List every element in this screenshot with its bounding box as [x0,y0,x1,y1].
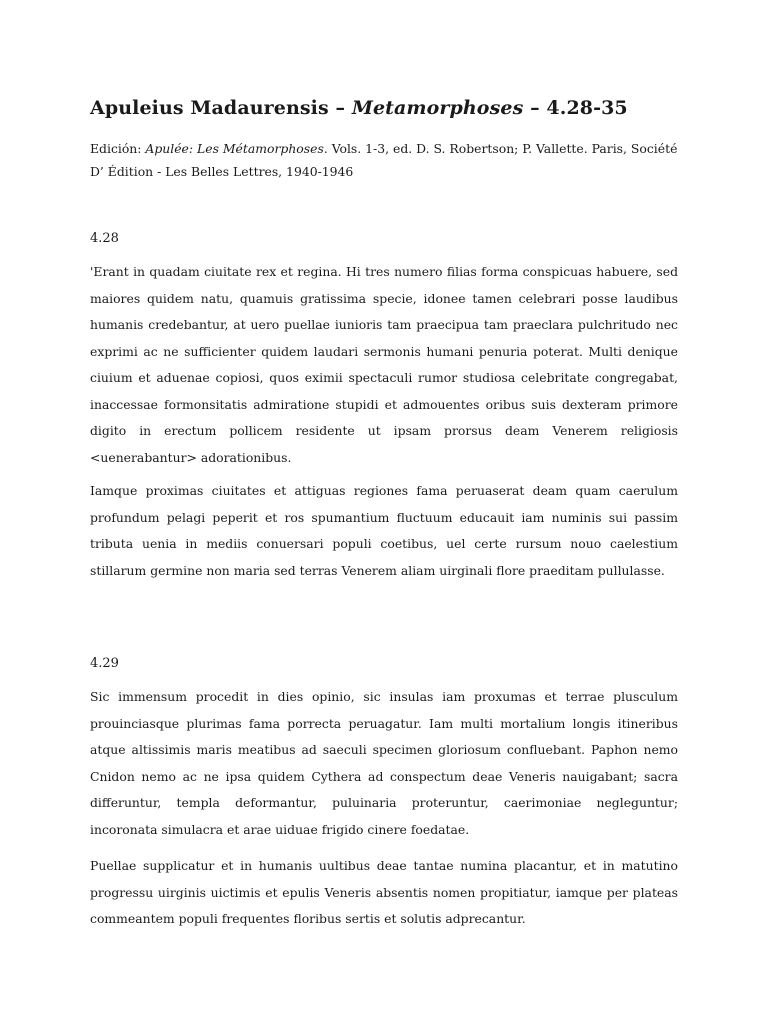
title-work: Metamorphoses [351,97,524,119]
edition-rest: . Vols. 1-3, ed. D. S. Robertson; P. Vallette. Paris, Société D’ Édition - Les Belles Lettres, 1940-1946 [90,141,678,179]
title-author: Apuleius Madaurensis [90,97,329,119]
edition-info [90,137,678,183]
title-dash-2: – [523,97,547,119]
section-number-4-28: 4.28 [90,231,119,246]
paragraph-4-28-1: 'Erant in quadam ciuitate rex et regina. Hi tres numero filias forma conspicuas habuere, sed maiores quidem natu, quamuis gratissima specie, idonee tamen celebrari posse laudibus humanis credebantur, at uero puellae iunioris tam praecipua tam praeclara pulchritudo nec exprimi ac ne sufficienter quidem laudari sermonis humani penuria poterat. Multi denique ciuium et aduenae copiosi, quos eximii spectaculi rumor studiosa celebritate congregabat, inaccessae formonsitatis admiratione stupidi et admouentes oribus suis dexteram primore digito in erectum pollicem residente ut ipsam prorsus deam Venerem religiosis <uenerabantur> adorationibus. [90,264,678,465]
paragraph-4-29-1: Sic immensum procedit in dies opinio, sic insulas iam proxumas et terrae plusculum prouinciasque plurimas fama porrecta peruagatur. Iam multi mortalium longis itineribus atque altissimis maris meatibus ad saeculi specimen gloriosum confluebant. Paphon nemo Cnidon nemo ac ne ipsa quidem Cythera ad conspectum deae Veneris nauigabant; sacra differuntur, templa deformantur, puluinaria proteruntur, caerimoniae negleguntur; incoronata simulacra et arae uiduae frigido cinere foedatae. [90,689,678,837]
title-dash-1: – [328,97,352,119]
paragraph-4-29-2: Puellae supplicatur et in humanis uultibus deae tantae numina placantur, et in matutino progressu uirginis uictimis et epulis Veneris absentis nomen propitiatur, iamque per plateas commeantem populi frequentes floribus sertis et solutis adprecantur. [90,858,678,926]
edition-prefix: Edición: [90,141,146,156]
paragraph-4-28-2: Iamque proximas ciuitates et attiguas regiones fama peruaserat deam quam caerulum profundum pelagi peperit et ros spumantium fluctuum educauit iam numinis sui passim tributa uenia in mediis conuersari populi coetibus, uel certe rursum nouo caelestium stillarum germine non maria sed terras Venerem aliam uirginali flore praeditam pullulasse. [90,483,678,578]
title-range: 4.28-35 [546,97,628,119]
section-number-4-29: 4.29 [90,656,119,671]
edition-title: Apulée: Les Métamorphoses [145,141,324,156]
document-title [90,97,678,119]
